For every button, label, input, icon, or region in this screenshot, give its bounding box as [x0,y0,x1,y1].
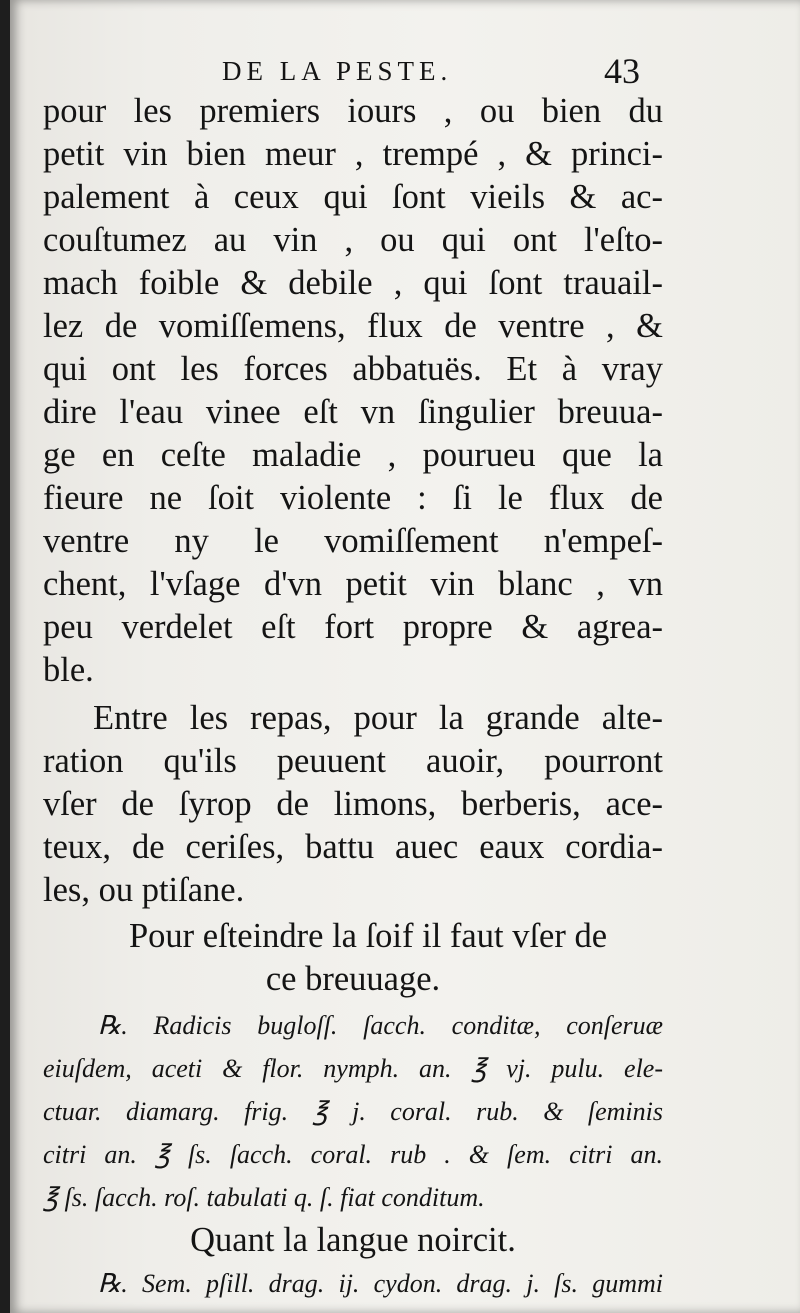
text-line: peu verdelet eſt fort propre & agrea- [43,608,663,646]
page-body [43,90,663,1305]
heading-line: Pour eſteindre la ſoif il faut vſer de [128,917,608,955]
section-heading-2: Quant la langue noircit. [190,1221,516,1259]
text-line: lez de vomiſſemens, flux de ventre , & [43,307,663,345]
running-title: DE LA PESTE. [222,56,453,86]
recipe-line: citri an. ℥ ſs. ſacch. coral. rub . & ſem. citri an. [43,1140,663,1169]
page-number: 43 [604,51,640,91]
text-line: ration qu'ils peuuent auoir, pourront [43,742,663,780]
text-line: ble. [43,651,94,689]
text-line: teux, de ceriſes, battu auec eaux cordia- [43,828,663,866]
text-line: ventre ny le vomiſſement n'empeſ- [43,522,663,560]
paragraph-2 [43,697,663,912]
text-line: vſer de ſyrop de limons, berberis, ace- [43,785,663,823]
recipe-line: eiuſdem, aceti & flor. nymph. an. ℥ vj. pulu. ele- [43,1054,663,1083]
page-header [10,50,800,90]
text-line: pour les premiers iours , ou bien du [43,92,663,130]
recipe-line: ctuar. diamarg. frig. ℥ j. coral. rub. & ſeminis [43,1097,663,1126]
text-line: petit vin bien meur , trempé , & princi- [43,135,663,173]
heading-line: ce breuuage. [265,960,441,998]
recipe-line: ℥ ſs. ſacch. roſ. tabulati q. ſ. fiat conditum. [43,1183,485,1212]
text-line: Entre les repas, pour la grande alte- [93,699,663,737]
text-line: qui ont les forces abbatuës. Et à vray [43,350,663,388]
paragraph-1 [43,90,663,692]
section-heading-1 [43,915,663,1001]
text-line: les, ou ptiſane. [43,871,245,909]
text-line: ge en ceſte maladie , pourueu que la [43,436,663,474]
recipe-2: ℞. Sem. pſill. drag. ij. cydon. drag. j. ſs. gummi [98,1269,663,1298]
text-line: palement à ceux qui ſont vieils & ac- [43,178,663,216]
text-line: fieure ne ſoit violente : ſi le flux de [43,479,663,517]
text-line: dire l'eau vinee eſt vn ſingulier breuua- [43,393,663,431]
text-line: couſtumez au vin , ou qui ont l'eſto- [43,221,663,259]
book-page [10,0,800,1313]
recipe-line: ℞. Radicis bugloſſ. ſacch. conditæ, conſeruæ [98,1011,663,1040]
text-line: mach foible & debile , qui ſont trauail- [43,264,663,302]
text-line: chent, l'vſage d'vn petit vin blanc , vn [43,565,663,603]
recipe-1 [43,1004,663,1219]
